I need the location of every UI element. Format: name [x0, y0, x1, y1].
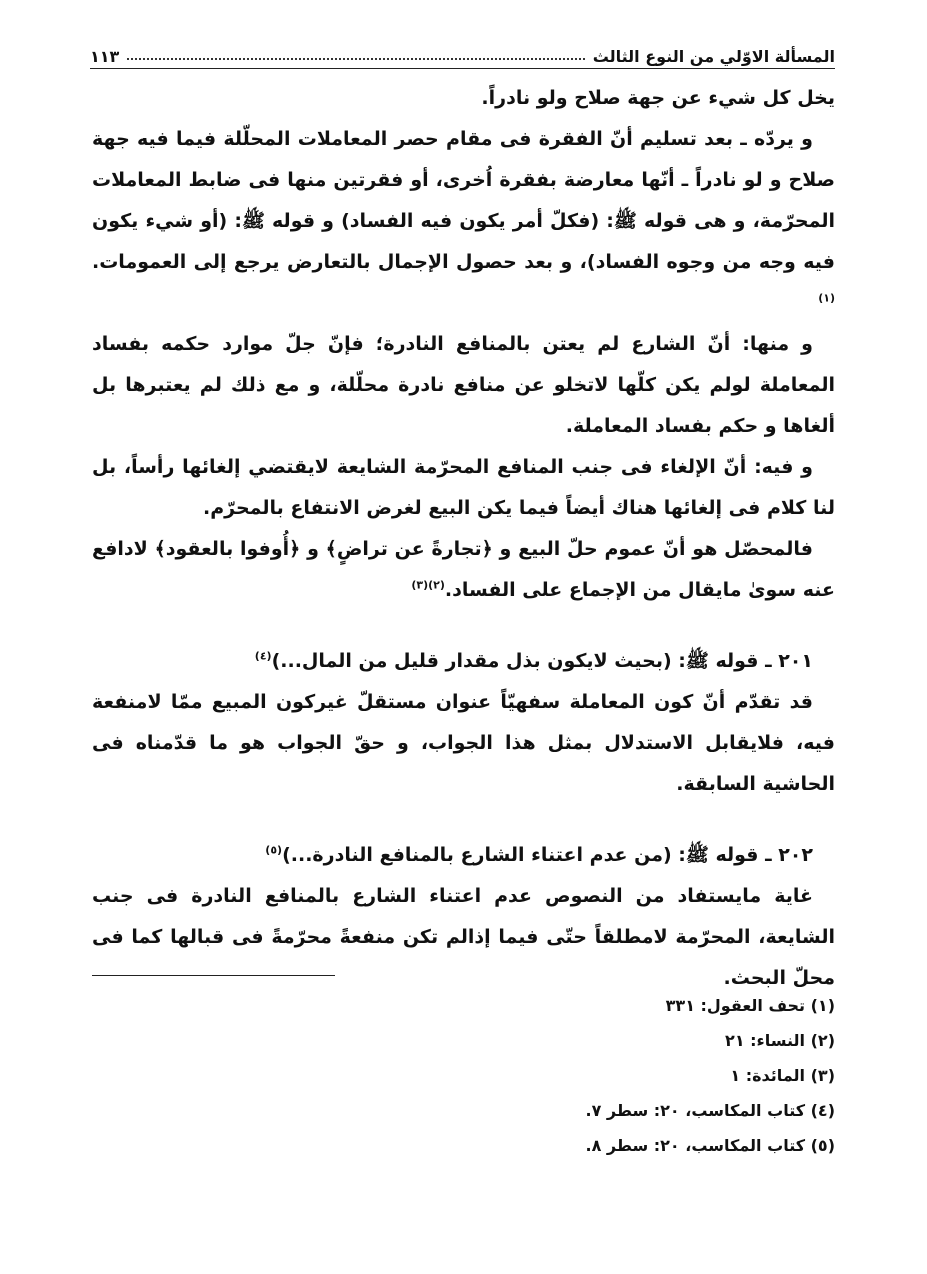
section-201-heading [92, 641, 835, 682]
section-201-heading-text: ۲۰۱ ـ قوله ﷺ: (بحيث لايكون بذل مقدار قليل من المال...) [271, 650, 813, 672]
section-202-text: غاية مايستفاد من النصوص عدم اعتناء الشارع بالمنافع النادرة فى جنب الشايعة، المحرّمة لامطلقاً حتّى فيما إذالم تكن منفعةً محرّمةً فى قبالها كما فى محلّ البحث. [92, 885, 835, 989]
footnote-1: (١) تحف العقول: ٣٣١ [665, 996, 835, 1015]
section-202-heading-text: ۲۰۲ ـ قوله ﷺ: (من عدم اعتناء الشارع بالمنافع النادرة...) [282, 844, 813, 866]
paragraph-3: و منها: أنّ الشارع لم يعتن بالمنافع النادرة؛ فإنّ جلّ موارد حكمه بفساد المعاملة لولم يكن كلّها لاتخلو عن منافع نادرة محلّلة، و مع ذلك لم يعتبرها بل ألغاها و حكم بفساد المعاملة. [92, 333, 835, 437]
footnote-ref-3: (٣) [411, 578, 429, 592]
section-gap [92, 805, 835, 835]
section-201-text: قد تقدّم أنّ كون المعاملة سفهيّاً عنوان مستقلّ غيركون المبيع ممّا لامنفعة فيه، فلايقابل الاستدلال بمثل هذا الجواب، و حقّ الجواب هو ما قدّمناه فى الحاشية السابقة. [92, 691, 835, 795]
footnote-ref-2: (٢) [428, 578, 445, 592]
paragraph-2-text: و يردّه ـ بعد تسليم أنّ الفقرة فى مقام حصر المعاملات المحلّلة فيما فيه جهة صلاح و لو نادراً ـ أنّها معارضة بفقرة اُخرى، أو فقرتين منها فى ضابط المعاملات المحرّمة، و هى قوله ﷺ: (فكلّ أمر يكون فيه الفساد) و قوله ﷺ: (أو شيء يكون فيه وجه من وجوه الفساد)، و بعد حصول الإجمال بالتعارض يرجع إلى العمومات. [92, 128, 835, 273]
footnote-ref-4: (٤) [254, 649, 272, 663]
footnote-3: (٣) المائدة: ١ [730, 1066, 835, 1085]
page-number: ۱۱۳ [90, 47, 120, 66]
footnote-2: (٢) النساء: ٢١ [725, 1031, 835, 1050]
paragraph-1: يخل كل شيء عن جهة صلاح ولو نادراً. [481, 87, 835, 109]
header-leader-dots [127, 58, 584, 60]
body-text [92, 78, 835, 999]
footnote-ref-1: (١) [818, 291, 835, 305]
footnote-separator [92, 975, 335, 976]
footnote-ref-5: (٥) [265, 843, 283, 857]
paragraph-2 [92, 119, 835, 324]
section-gap [92, 611, 835, 641]
paragraph-5-text: فالمحصّل هو أنّ عموم حلّ البيع و ﴿تجارةً عن تراضٍ﴾ و ﴿أُوفوا بالعقود﴾ لادافع عنه سوىٰ مايقال من الإجماع على الفساد. [92, 538, 835, 601]
paragraph-5 [92, 529, 835, 611]
footnotes [92, 988, 835, 1163]
running-header [90, 38, 835, 69]
section-202-heading [92, 835, 835, 876]
footnote-4: (٤) كتاب المكاسب، ٢٠: سطر ٧. [585, 1101, 835, 1120]
header-title: المسألة الاوّلي من النوع الثالث [592, 47, 835, 66]
footnote-5: (٥) كتاب المكاسب، ٢٠: سطر ٨. [585, 1136, 835, 1155]
paragraph-4: و فيه: أنّ الإلغاء فى جنب المنافع المحرّمة الشايعة لايقتضي إلغائها رأساً، بل لنا كلام فى إلغائها هناك أيضاً فيما يكن البيع لغرض الانتفاع بالمحرّم. [92, 456, 835, 519]
